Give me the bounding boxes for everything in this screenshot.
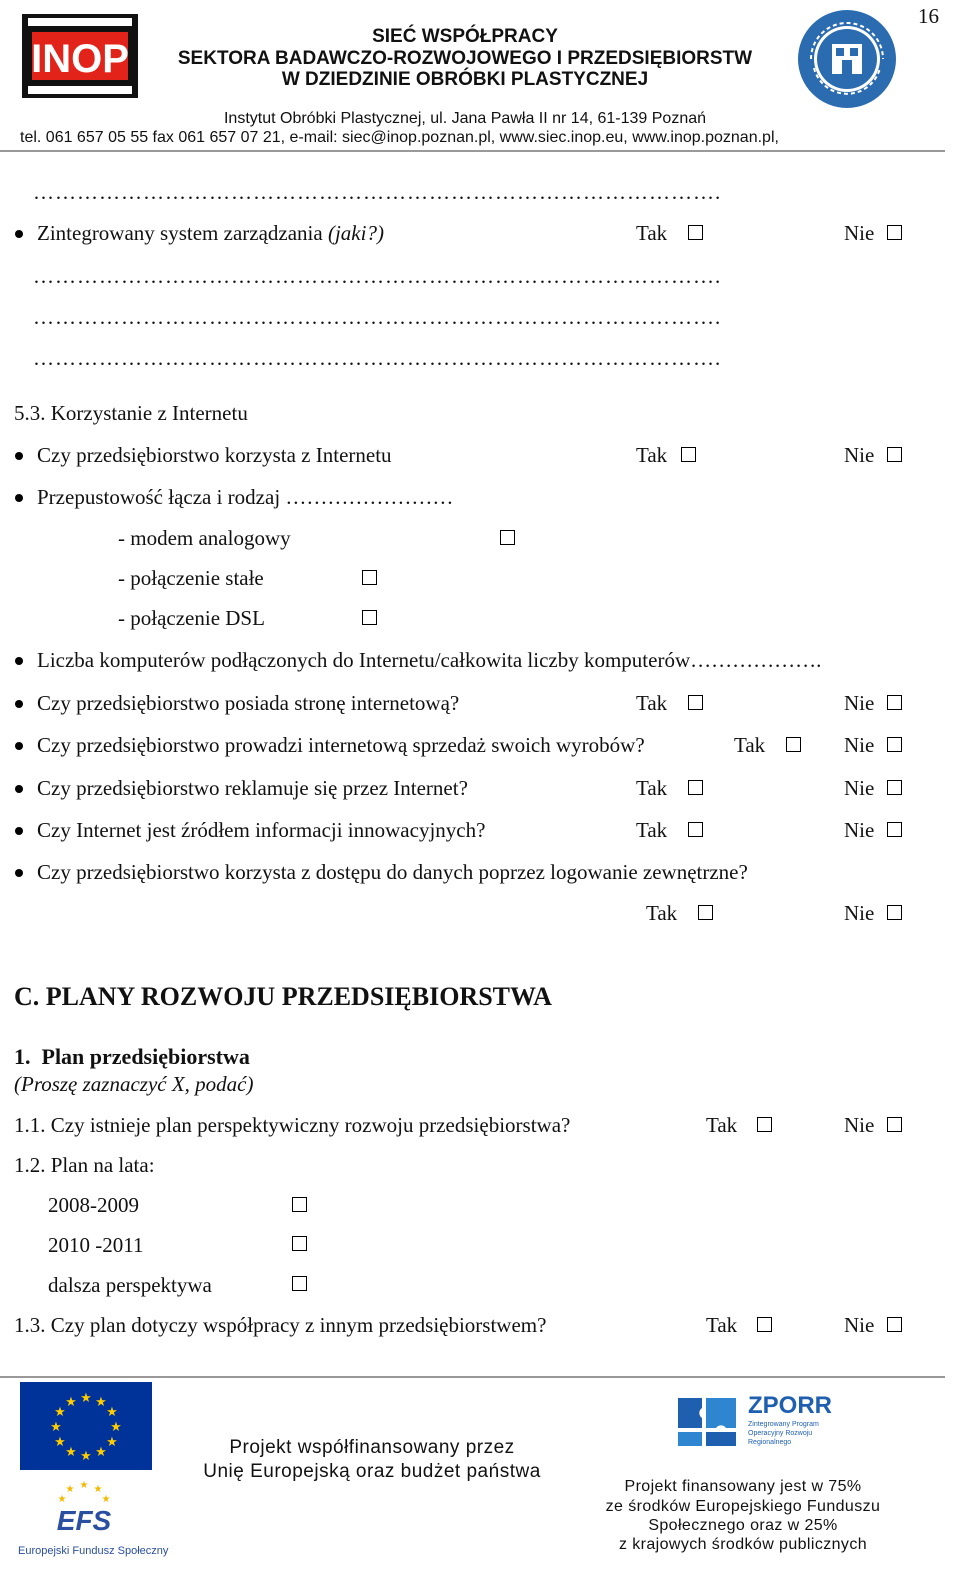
efs-logo-text: EFS [56,1505,112,1536]
nie-checkbox[interactable] [887,780,902,795]
dsl-checkbox[interactable] [362,610,377,625]
bullet [15,230,23,238]
bullet [15,657,23,665]
opt-fixed: - połączenie stałe [118,566,264,590]
header-address: Instytut Obróbki Plastycznej, ul. Jana Pawła II nr 14, 61-139 Poznań [223,110,707,127]
eu-flag-graphic [20,1382,152,1470]
svg-text:★: ★ [101,1494,111,1505]
section-c-heading: C. PLANY ROZWOJU PRZEDSIĘBIORSTWA [14,982,552,1011]
inop-logo-graphic [22,14,138,98]
nie-label: Nie [844,818,875,842]
svg-text:★: ★ [54,1405,66,1420]
checkbox-2008[interactable] [292,1197,307,1212]
efs-logo [18,1478,169,1558]
q-computer-count: Liczba komputerów podłączonych do Internetu/całkowita liczby komputerów………………. [37,648,822,672]
header-title-3: W DZIEDZINIE OBRÓBKI PLASTYCZNEJ [281,69,649,90]
section-53-heading: 5.3. Korzystanie z Internetu [14,401,248,425]
tak-checkbox[interactable] [688,695,703,710]
nie-checkbox[interactable] [887,225,902,240]
opt-2010: 2010 -2011 [48,1233,144,1257]
tak-label: Tak [706,1313,738,1337]
svg-text:★: ★ [57,1494,67,1505]
nie-label: Nie [844,1313,875,1337]
tak-label: Tak [636,221,668,245]
opt-2008: 2008-2009 [48,1193,139,1217]
header-title-2: SEKTORA BADAWCZO-ROZWOJOWEGO I PRZEDSIĘBIORSTW [177,48,753,69]
opt-modem: - modem analogowy [118,526,291,550]
opt-dsl: - połączenie DSL [118,606,265,630]
tak-checkbox[interactable] [757,1117,772,1132]
checkbox-2010[interactable] [292,1236,307,1251]
bullet [15,827,23,835]
integrated-system-label: Zintegrowany system zarządzania (jaki?) [37,221,384,245]
bullet [15,742,23,750]
tak-label: Tak [636,691,668,715]
bullet [15,785,23,793]
financed-line-3: Społecznego oraz w 25% [648,1517,838,1534]
page-number: 16 [918,4,939,28]
plan-subheading: 1. Plan przedsiębiorstwa [14,1044,250,1069]
nie-checkbox[interactable] [887,1117,902,1132]
instruction: (Proszę zaznaczyć X, podać) [14,1072,254,1096]
tak-label: Tak [734,733,766,757]
q12: 1.2. Plan na lata: [14,1153,155,1177]
nie-checkbox[interactable] [887,905,902,920]
nie-checkbox[interactable] [887,822,902,837]
nie-label: Nie [844,1113,875,1137]
header-contact: tel. 061 657 05 55 fax 061 657 07 21, e-mail: siec@inop.poznan.pl, www.siec.inop.eu, www.inop.poznan.pl, [20,129,779,146]
tak-checkbox[interactable] [757,1317,772,1332]
header-title-1: SIEĆ WSPÓŁPRACY [372,26,558,47]
nie-label: Nie [844,443,875,467]
zporr-logo-text: ZPORR [748,1392,832,1419]
opt-further: dalsza perspektywa [48,1273,212,1297]
politechnika-seal [796,8,898,110]
footer-rule [0,1376,945,1378]
svg-text:★: ★ [110,1420,122,1435]
inop-logo [22,14,138,98]
nie-checkbox[interactable] [887,737,902,752]
nie-checkbox[interactable] [887,447,902,462]
svg-text:★: ★ [65,1445,77,1460]
dotted-line: …………………………………………………………………………………. [33,180,722,204]
svg-text:★: ★ [65,1484,75,1495]
tak-checkbox[interactable] [786,737,801,752]
financed-line-2: ze środków Europejskiego Funduszu [605,1498,881,1515]
svg-text:★: ★ [79,1480,89,1491]
efs-logo-graphic [18,1478,154,1538]
bullet [15,869,23,877]
bullet [15,452,23,460]
inop-logo-text: INOP [31,37,129,81]
svg-text:★: ★ [95,1445,107,1460]
tak-checkbox[interactable] [681,447,696,462]
dotted-line: …………………………………………………………………………………. [33,346,722,370]
tak-checkbox[interactable] [688,822,703,837]
financed-line-4: z krajowych środków publicznych [618,1536,868,1553]
svg-text:★: ★ [54,1435,66,1450]
svg-text:★: ★ [106,1405,118,1420]
dotted-line: …………………………………………………………………………………. [33,264,722,288]
zporr-logo [672,1390,832,1458]
q13: 1.3. Czy plan dotyczy współpracy z innym przedsiębiorstwem? [14,1313,547,1337]
q-innovation-source: Czy Internet jest źródłem informacji innowacyjnych? [37,818,486,842]
tak-checkbox[interactable] [698,905,713,920]
tak-label: Tak [706,1113,738,1137]
modem-checkbox[interactable] [500,530,515,545]
eu-flag [20,1382,152,1470]
checkbox-further[interactable] [292,1276,307,1291]
q-ads: Czy przedsiębiorstwo reklamuje się przez Internet? [37,776,468,800]
financed-line-1: Projekt finansowany jest w 75% [624,1478,862,1495]
tak-label: Tak [636,818,668,842]
bullet [15,494,23,502]
svg-text:★: ★ [80,1391,92,1406]
svg-text:★: ★ [93,1484,103,1495]
header-rule [0,150,945,152]
nie-label: Nie [844,901,875,925]
nie-checkbox[interactable] [887,695,902,710]
svg-text:★: ★ [80,1449,92,1464]
nie-checkbox[interactable] [887,1317,902,1332]
q-sales: Czy przedsiębiorstwo prowadzi internetową sprzedaż swoich wyrobów? [37,733,645,757]
tak-checkbox[interactable] [688,225,703,240]
bullet [15,700,23,708]
svg-text:★: ★ [65,1395,77,1410]
svg-text:★: ★ [106,1435,118,1450]
q11: 1.1. Czy istnieje plan perspektywiczny rozwoju przedsiębiorstwa? [14,1113,571,1137]
nie-label: Nie [844,221,875,245]
fixed-checkbox[interactable] [362,570,377,585]
puzzle-icon [672,1390,746,1452]
zporr-caption: Zintegrowany Program Operacyjny Rozwoju Regionalnego [748,1421,819,1446]
q-external-login: Czy przedsiębiorstwo korzysta z dostępu do danych poprzez logowanie zewnętrzne? [37,860,748,884]
cofinanced-line-1: Projekt współfinansowany przez [229,1437,515,1458]
nie-label: Nie [844,691,875,715]
cofinanced-line-2: Unię Europejską oraz budżet państwa [203,1461,541,1482]
q-uses-internet: Czy przedsiębiorstwo korzysta z Internetu [37,443,392,467]
nie-label: Nie [844,776,875,800]
q-website: Czy przedsiębiorstwo posiada stronę internetową? [37,691,460,715]
dotted-line: …………………………………………………………………………………. [33,305,722,329]
nie-label: Nie [844,733,875,757]
efs-caption: Europejski Fundusz Społeczny [18,1545,169,1557]
svg-text:★: ★ [95,1395,107,1410]
seal-graphic [796,8,898,110]
tak-label: Tak [636,443,668,467]
tak-checkbox[interactable] [688,780,703,795]
tak-label: Tak [646,901,678,925]
q-bandwidth: Przepustowość łącza i rodzaj …………………… [37,485,454,509]
tak-label: Tak [636,776,668,800]
svg-text:★: ★ [50,1420,62,1435]
